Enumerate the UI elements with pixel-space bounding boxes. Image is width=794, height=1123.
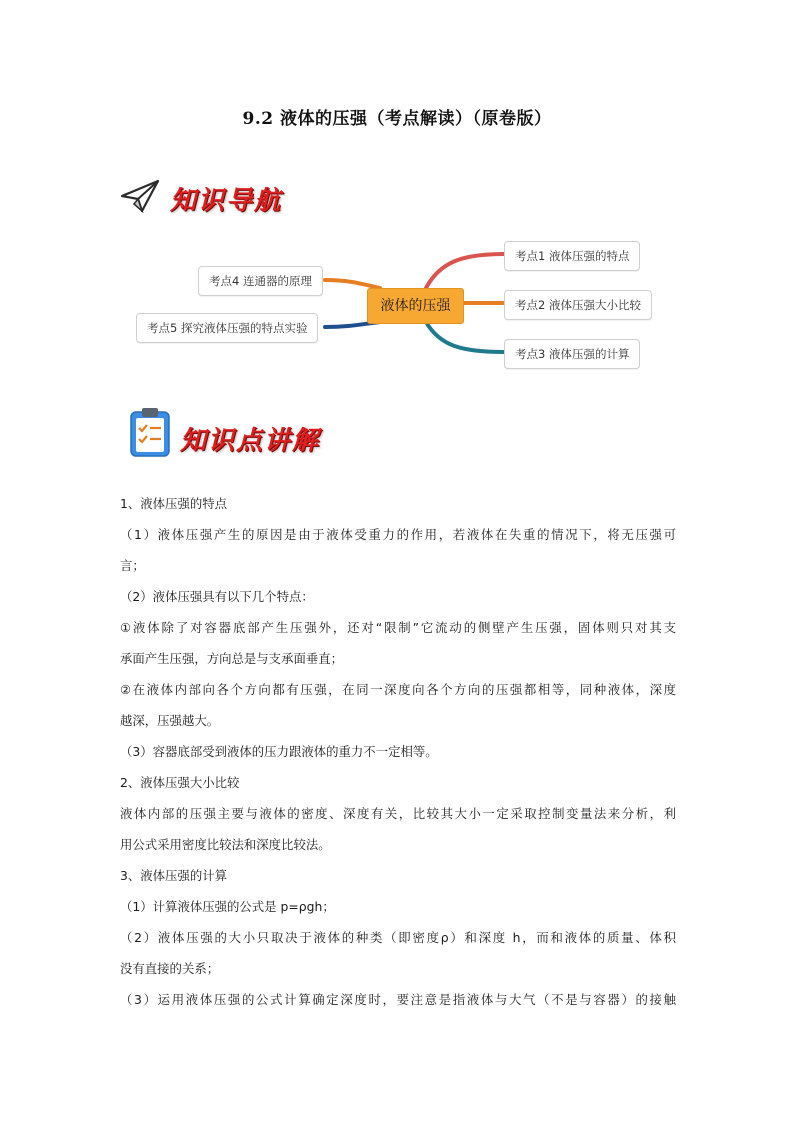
paragraph-line: 用公式采用密度比较法和深度比较法。 — [120, 837, 331, 852]
mindmap-center-node: 液体的压强 — [367, 288, 464, 324]
section-heading-2: 2、液体压强大小比较 — [120, 775, 240, 790]
paragraph-line: ②在液体内部向各个方向都有压强，在同一深度向各个方向的压强都相等，同种液体，深度 — [120, 682, 676, 697]
paragraph-line: ①液体除了对容器底部产生压强外，还对“限制”它流动的侧壁产生压强，固体则只对其支 — [120, 620, 676, 635]
page-title: 9.2 液体的压强（考点解读）（原卷版） — [242, 109, 552, 129]
paragraph-line: （2）液体压强具有以下几个特点： — [120, 589, 314, 604]
paragraph-line: 越深，压强越大。 — [120, 713, 220, 728]
connector-k4 — [325, 280, 380, 288]
paper-plane-icon — [120, 178, 160, 214]
mindmap-node-k5: 考点5 探究液体压强的特点实验 — [136, 313, 318, 343]
connector-k3 — [426, 322, 504, 352]
paragraph-line: （3）容器底部受到液体的压力跟液体的重力不一定相等。 — [120, 744, 438, 759]
clipboard-checklist-icon — [128, 406, 172, 458]
mindmap-node-k2: 考点2 液体压强大小比较 — [504, 290, 652, 320]
connector-k1 — [426, 254, 504, 288]
paragraph-line: 液体内部的压强主要与液体的密度、深度有关，比较其大小一定采取控制变量法来分析，利 — [120, 806, 676, 821]
mindmap-node-k4: 考点4 连通器的原理 — [198, 266, 323, 296]
knowledge-navigation-heading: 知识导航 — [170, 186, 283, 216]
mindmap-node-k1: 考点1 液体压强的特点 — [504, 241, 640, 271]
knowledge-explanation-heading: 知识点讲解 — [180, 426, 321, 456]
paragraph-line: （1）计算液体压强的公式是 p=ρgh； — [120, 899, 335, 914]
section-heading-1: 1、液体压强的特点 — [120, 496, 228, 511]
paragraph-line: 没有直接的关系； — [120, 961, 220, 976]
knowledge-navigation-banner — [120, 178, 320, 218]
paragraph-line: （2）液体压强的大小只取决于液体的种类（即密度ρ）和深度 h，而和液体的质量、体积 — [120, 930, 676, 945]
paragraph-line: 言； — [120, 558, 145, 573]
paragraph-line: （1）液体压强产生的原因是由于液体受重力的作用，若液体在失重的情况下，将无压强可 — [120, 527, 676, 542]
mindmap-node-k3: 考点3 液体压强的计算 — [504, 339, 640, 369]
paragraph-line: （3）运用液体压强的公式计算确定深度时，要注意是指液体与大气（不是与容器）的接触 — [120, 992, 676, 1007]
body-text — [120, 488, 676, 1015]
knowledge-explanation-banner — [128, 406, 358, 462]
paragraph-line: 承面产生压强，方向总是与支承面垂直； — [120, 651, 344, 666]
section-heading-3: 3、液体压强的计算 — [120, 868, 228, 883]
